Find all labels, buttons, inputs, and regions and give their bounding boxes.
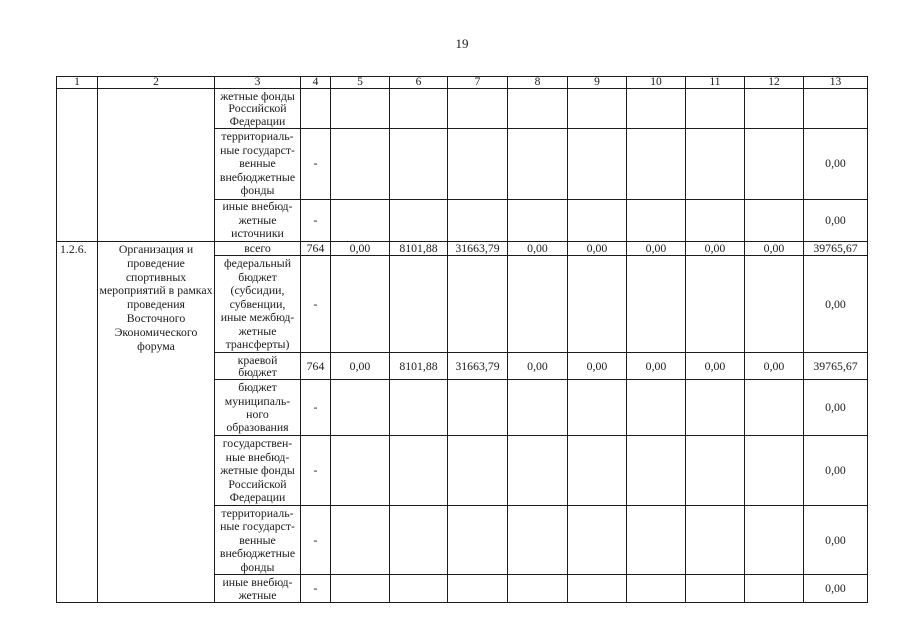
empty-cell [448, 129, 508, 200]
empty-cell [627, 380, 686, 436]
table-row-total [57, 242, 868, 256]
empty-cell [627, 256, 686, 353]
empty-cell [686, 89, 745, 129]
value-cell-col13: 0,00 [804, 506, 868, 575]
funding-source-cell: жетные фонды Российской Федерации [215, 89, 301, 129]
empty-cell [686, 436, 745, 506]
column-header-12: 12 [745, 77, 804, 89]
empty-cell [745, 436, 804, 506]
empty-cell [745, 575, 804, 603]
funding-source-cell: федеральный бюджет (субсидии, субвенции, иные межбюд- жетные трансферты) [215, 256, 301, 353]
value-cell-col13: 39765,67 [804, 242, 868, 256]
value-cell-col4: - [301, 436, 331, 506]
empty-cell [568, 89, 627, 129]
column-header-5: 5 [331, 77, 390, 89]
empty-cell [331, 575, 390, 603]
funding-source-cell: государствен- ные внебюд- жетные фонды Российской Федерации [215, 436, 301, 506]
column-header-1: 1 [57, 77, 98, 89]
item-name-cell: Организация и проведение спортивных мероприятий в рамках проведения Восточного Экономического форума [98, 242, 215, 603]
empty-cell [627, 200, 686, 242]
value-cell-col8: 0,00 [508, 242, 568, 256]
empty-cell [390, 89, 448, 129]
funding-source-cell: территориаль- ные государст- венные внебюджетные фонды [215, 506, 301, 575]
value-cell-col7: 31663,79 [448, 353, 508, 380]
empty-cell [331, 436, 390, 506]
column-header-6: 6 [390, 77, 448, 89]
empty-cell [745, 89, 804, 129]
prev-item-number-cell [57, 89, 98, 242]
value-cell-col4: - [301, 575, 331, 603]
empty-cell [508, 380, 568, 436]
empty-cell [568, 436, 627, 506]
value-cell-col4: - [301, 129, 331, 200]
empty-cell [568, 506, 627, 575]
empty-cell [390, 575, 448, 603]
empty-cell [508, 436, 568, 506]
value-cell-col13: 0,00 [804, 256, 868, 353]
value-cell-col7: 31663,79 [448, 242, 508, 256]
value-cell-col10: 0,00 [627, 242, 686, 256]
empty-cell [331, 506, 390, 575]
column-header-2: 2 [98, 77, 215, 89]
value-cell-col4: - [301, 256, 331, 353]
column-header-11: 11 [686, 77, 745, 89]
value-cell-col10: 0,00 [627, 353, 686, 380]
empty-cell [745, 506, 804, 575]
empty-cell [390, 436, 448, 506]
empty-cell [448, 506, 508, 575]
empty-cell [686, 575, 745, 603]
funding-source-cell: иные внебюд- жетные [215, 575, 301, 603]
empty-cell [686, 380, 745, 436]
empty-cell [627, 436, 686, 506]
funding-source-cell: территориаль- ные государст- венные внебюджетные фонды [215, 129, 301, 200]
empty-cell [331, 256, 390, 353]
item-number-cell: 1.2.6. [57, 242, 98, 603]
column-header-4: 4 [301, 77, 331, 89]
empty-cell [331, 129, 390, 200]
column-header-13: 13 [804, 77, 868, 89]
funding-source-cell: бюджет муниципаль- ного образования [215, 380, 301, 436]
page-number: 19 [455, 36, 469, 51]
value-cell-col11: 0,00 [686, 242, 745, 256]
value-cell-col4: 764 [301, 353, 331, 380]
empty-cell [390, 129, 448, 200]
empty-cell [804, 89, 868, 129]
value-cell-col5: 0,00 [331, 242, 390, 256]
funding-source-cell: иные внебюд- жетные источники [215, 200, 301, 242]
empty-cell [745, 256, 804, 353]
value-cell-col8: 0,00 [508, 353, 568, 380]
column-header-10: 10 [627, 77, 686, 89]
empty-cell [448, 436, 508, 506]
value-cell-col12: 0,00 [745, 353, 804, 380]
value-cell-col13: 0,00 [804, 575, 868, 603]
column-header-9: 9 [568, 77, 627, 89]
empty-cell [568, 129, 627, 200]
empty-cell [568, 256, 627, 353]
empty-cell [390, 380, 448, 436]
value-cell-col13: 39765,67 [804, 353, 868, 380]
empty-cell [686, 256, 745, 353]
value-cell-col13: 0,00 [804, 129, 868, 200]
empty-cell [508, 200, 568, 242]
empty-cell [448, 200, 508, 242]
empty-cell [568, 380, 627, 436]
column-header-row [57, 77, 868, 89]
prev-item-name-cell [98, 89, 215, 242]
value-cell-col9: 0,00 [568, 353, 627, 380]
empty-cell [390, 200, 448, 242]
empty-cell [627, 129, 686, 200]
column-header-8: 8 [508, 77, 568, 89]
value-cell-col9: 0,00 [568, 242, 627, 256]
empty-cell [448, 380, 508, 436]
empty-cell [448, 256, 508, 353]
empty-cell [301, 89, 331, 129]
value-cell-col4: - [301, 506, 331, 575]
value-cell-col4: - [301, 380, 331, 436]
empty-cell [508, 129, 568, 200]
empty-cell [627, 575, 686, 603]
funding-source-cell: всего [215, 242, 301, 256]
empty-cell [686, 506, 745, 575]
empty-cell [508, 89, 568, 129]
empty-cell [745, 200, 804, 242]
empty-cell [568, 200, 627, 242]
empty-cell [331, 89, 390, 129]
empty-cell [745, 129, 804, 200]
empty-cell [390, 256, 448, 353]
value-cell-col6: 8101,88 [390, 242, 448, 256]
empty-cell [508, 506, 568, 575]
value-cell-col13: 0,00 [804, 200, 868, 242]
value-cell-col11: 0,00 [686, 353, 745, 380]
empty-cell [448, 575, 508, 603]
value-cell-col6: 8101,88 [390, 353, 448, 380]
column-header-3: 3 [215, 77, 301, 89]
empty-cell [686, 200, 745, 242]
value-cell-col5: 0,00 [331, 353, 390, 380]
empty-cell [331, 200, 390, 242]
empty-cell [448, 89, 508, 129]
value-cell-col4: - [301, 200, 331, 242]
empty-cell [568, 575, 627, 603]
empty-cell [390, 506, 448, 575]
budget-table [56, 76, 868, 603]
empty-cell [508, 575, 568, 603]
value-cell-col4: 764 [301, 242, 331, 256]
empty-cell [627, 89, 686, 129]
value-cell-col13: 0,00 [804, 436, 868, 506]
empty-cell [745, 380, 804, 436]
value-cell-col13: 0,00 [804, 380, 868, 436]
funding-source-cell: краевой бюджет [215, 353, 301, 380]
column-header-7: 7 [448, 77, 508, 89]
value-cell-col12: 0,00 [745, 242, 804, 256]
empty-cell [508, 256, 568, 353]
empty-cell [686, 129, 745, 200]
empty-cell [627, 506, 686, 575]
table-row [57, 89, 868, 129]
empty-cell [331, 380, 390, 436]
